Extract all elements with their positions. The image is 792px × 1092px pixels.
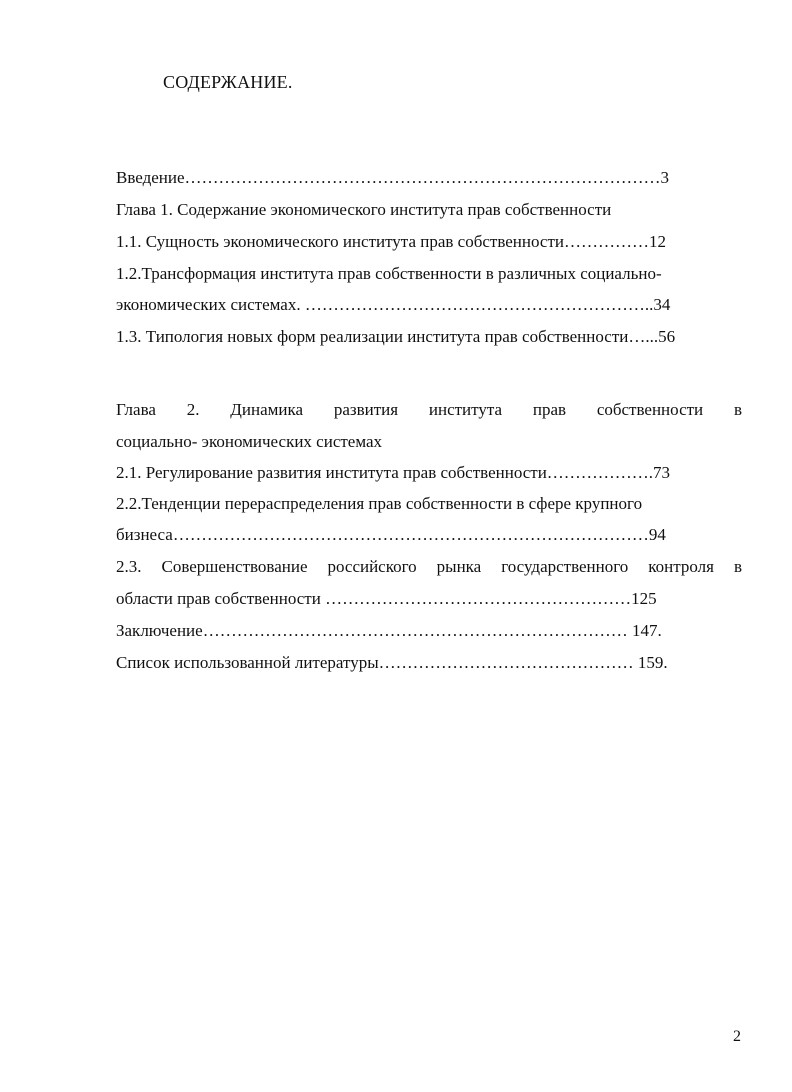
toc-chapter-1-heading: Глава 1. Содержание экономического института прав собственности [116, 200, 612, 219]
page-title: СОДЕРЖАНИЕ. [163, 72, 293, 92]
toc-chapter-2-heading-line1: Глава 2. Динамика развития института прав собственности в [116, 400, 742, 419]
toc-entry-bibliography: Список использованной литературы……………………………………… 159. [116, 653, 668, 672]
toc-entry-2-3-line1: 2.3. Совершенствование российского рынка государственного контроля в [116, 557, 742, 576]
toc-entry-2-2-line2: бизнеса…………………………………………………………………………94 [116, 525, 666, 544]
toc-entry-1-3: 1.3. Типология новых форм реализации института прав собственности…...56 [116, 327, 676, 346]
toc-entry-1-2-line2: экономических системах. ……………………………………………………..34 [116, 295, 671, 314]
toc-entry-2-3-line2: области прав собственности ………………………………………………125 [116, 589, 657, 608]
toc-chapter-2-heading-line2: социально- экономических системах [116, 432, 383, 451]
toc-entry-introduction: Введение…………………………………………………………………………3 [116, 168, 670, 187]
toc-entry-conclusion: Заключение………………………………………………………………… 147. [116, 621, 662, 640]
toc-entry-1-1: 1.1. Сущность экономического института прав собственности……………12 [116, 232, 666, 251]
toc-entry-2-2-line1: 2.2.Тенденции перераспределения прав собственности в сфере крупного [116, 494, 643, 513]
toc-entry-1-2-line1: 1.2.Трансформация института прав собственности в различных социально- [116, 264, 662, 283]
toc-entry-2-1: 2.1. Регулирование развития института прав собственности……………….73 [116, 463, 671, 482]
page-number: 2 [733, 1028, 741, 1045]
